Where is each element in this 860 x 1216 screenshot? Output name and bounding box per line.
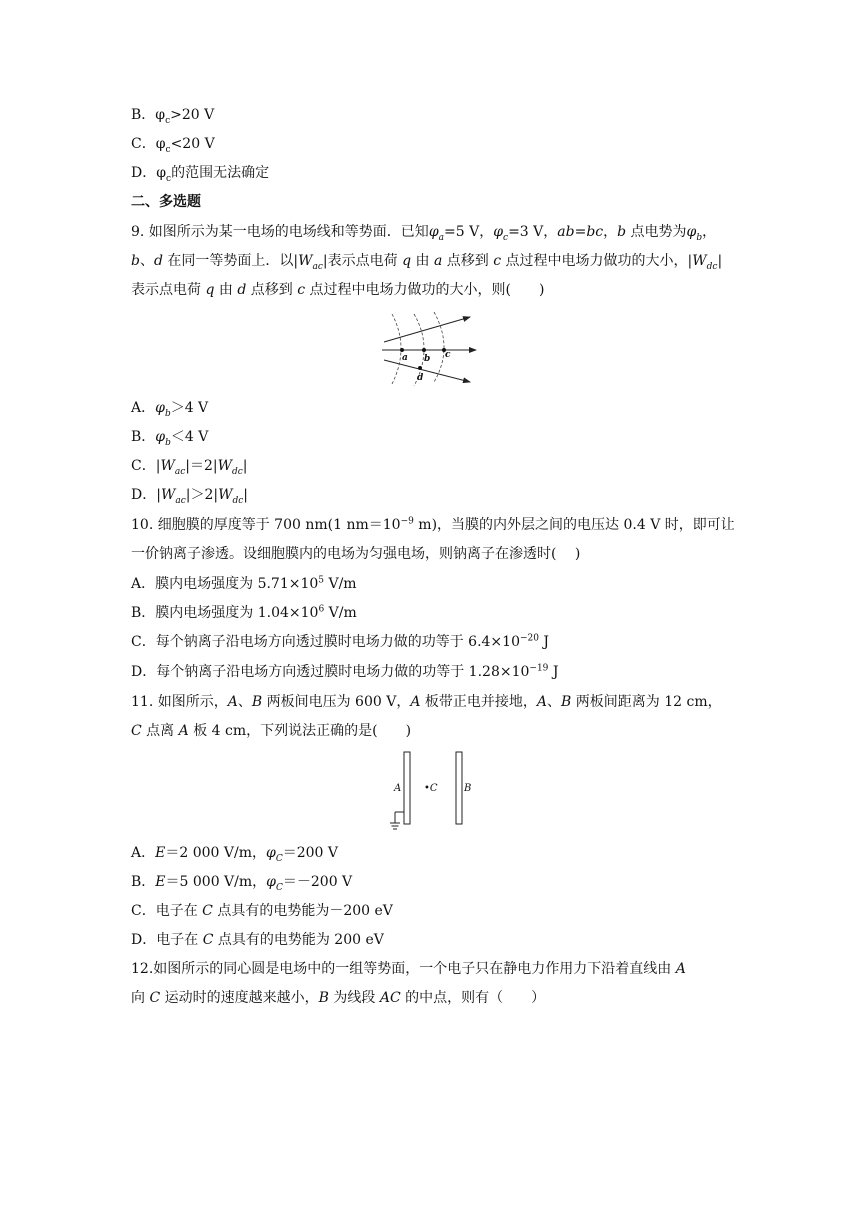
q10-option-a: A．膜内电场强度为 $5.71\times 10^5$ V/m [131, 575, 357, 592]
plate-a-label: A [394, 783, 402, 794]
label-d: d [417, 373, 424, 383]
q9-option-b: B．$\varphi_b<4$ V [131, 429, 209, 448]
q11-option-c: C．电子在 C 点具有的电势能为－200 eV [131, 903, 393, 919]
q12-line2: 向 C 运动时的速度越来越小，B 为线段 AC 的中点，则有（ ） [131, 990, 546, 1006]
plate-b-label: B [464, 783, 472, 794]
label-c: c [445, 350, 451, 360]
q9-option-c: C．$|W_{ac}|=2|W_{dc}|$ [131, 458, 248, 477]
q10-option-d: D．每个钠离子沿电场方向透过膜时电场力做的功等于 $1.28\times 10^{-19}$ J [131, 663, 559, 680]
q10-line1: 10. 细胞膜的厚度等于 700 nm(1 $nm=10^{-9}$ m)，当膜的内外层之间的电压达 0.4 V 时，即可让 [131, 516, 735, 533]
q11-option-d: D．电子在 C 点具有的电势能为 200 eV [131, 932, 384, 948]
point-b [422, 348, 426, 352]
q11-option-a: A．E＝2 000 V/m，$\varphi_C=200$ V [131, 845, 338, 864]
q9-option-a: A．$\varphi_b>4$ V [131, 400, 209, 419]
q10-line2: 一价钠离子渗透。设细胞膜内的电场为匀强电场，则钠离子在渗透时( ) [131, 546, 581, 562]
label-a: a [402, 353, 408, 363]
q12-line1: 12.如图所示的同心圆是电场中的一组等势面，一个电子只在静电力作用力下沿着直线由 A [131, 961, 686, 977]
q9-option-d: D．$|W_{ac}|>2|W_{dc}|$ [131, 487, 249, 506]
point-a [400, 348, 404, 352]
field-line-top [384, 317, 470, 342]
q11-line1: 11. 如图所示，A、B 两板间电压为 600 V，A 板带正电并接地，A、B 两板间距离为 12 cm， [131, 694, 722, 710]
section-title: 二、多选题 [131, 194, 201, 210]
q11-plates-figure [386, 750, 478, 836]
label-b: b [424, 354, 431, 364]
q10-option-b: B．膜内电场强度为 $1.04\times 10^6$ V/m [131, 604, 357, 621]
option-prev-b: B．$\varphi_c>20$ V [131, 107, 215, 126]
option-prev-c: C．$\varphi_c<20$ V [131, 136, 215, 155]
q9-line1: 9. 如图所示为某一电场的电场线和等势面．已知$\varphi_a=5$ V，$\varphi_c=3$ V，ab=bc，b 点电势为$\varphi_b$， [131, 224, 717, 243]
plate-a [404, 752, 410, 824]
point-d [418, 366, 422, 370]
q10-option-c: C．每个钠离子沿电场方向透过膜时电场力做的功等于 $6.4\times 10^{-20}$ J [131, 633, 550, 650]
q9-line2: b、d 在同一等势面上．以$|W_{ac}|$表示点电荷 q 由 a 点移到 c 点过程中电场力做功的大小，$|W_{dc}|$ [131, 253, 723, 272]
point-c-label: •C [424, 783, 438, 794]
q11-option-b: B．E＝5 000 V/m，$\varphi_C=-200$ V [131, 874, 353, 893]
q11-line2: C 点离 A 板 4 cm，下列说法正确的是( ) [131, 723, 412, 739]
q9-field-figure [378, 310, 482, 388]
equipotential-3 [434, 312, 444, 382]
plate-b [456, 752, 462, 824]
q9-line3: 表示点电荷 q 由 d 点移到 c 点过程中电场力做功的大小，则( ) [131, 282, 545, 298]
equipotential-1 [392, 314, 401, 384]
option-prev-d: D．$\varphi_c$的范围无法确定 [131, 165, 270, 184]
